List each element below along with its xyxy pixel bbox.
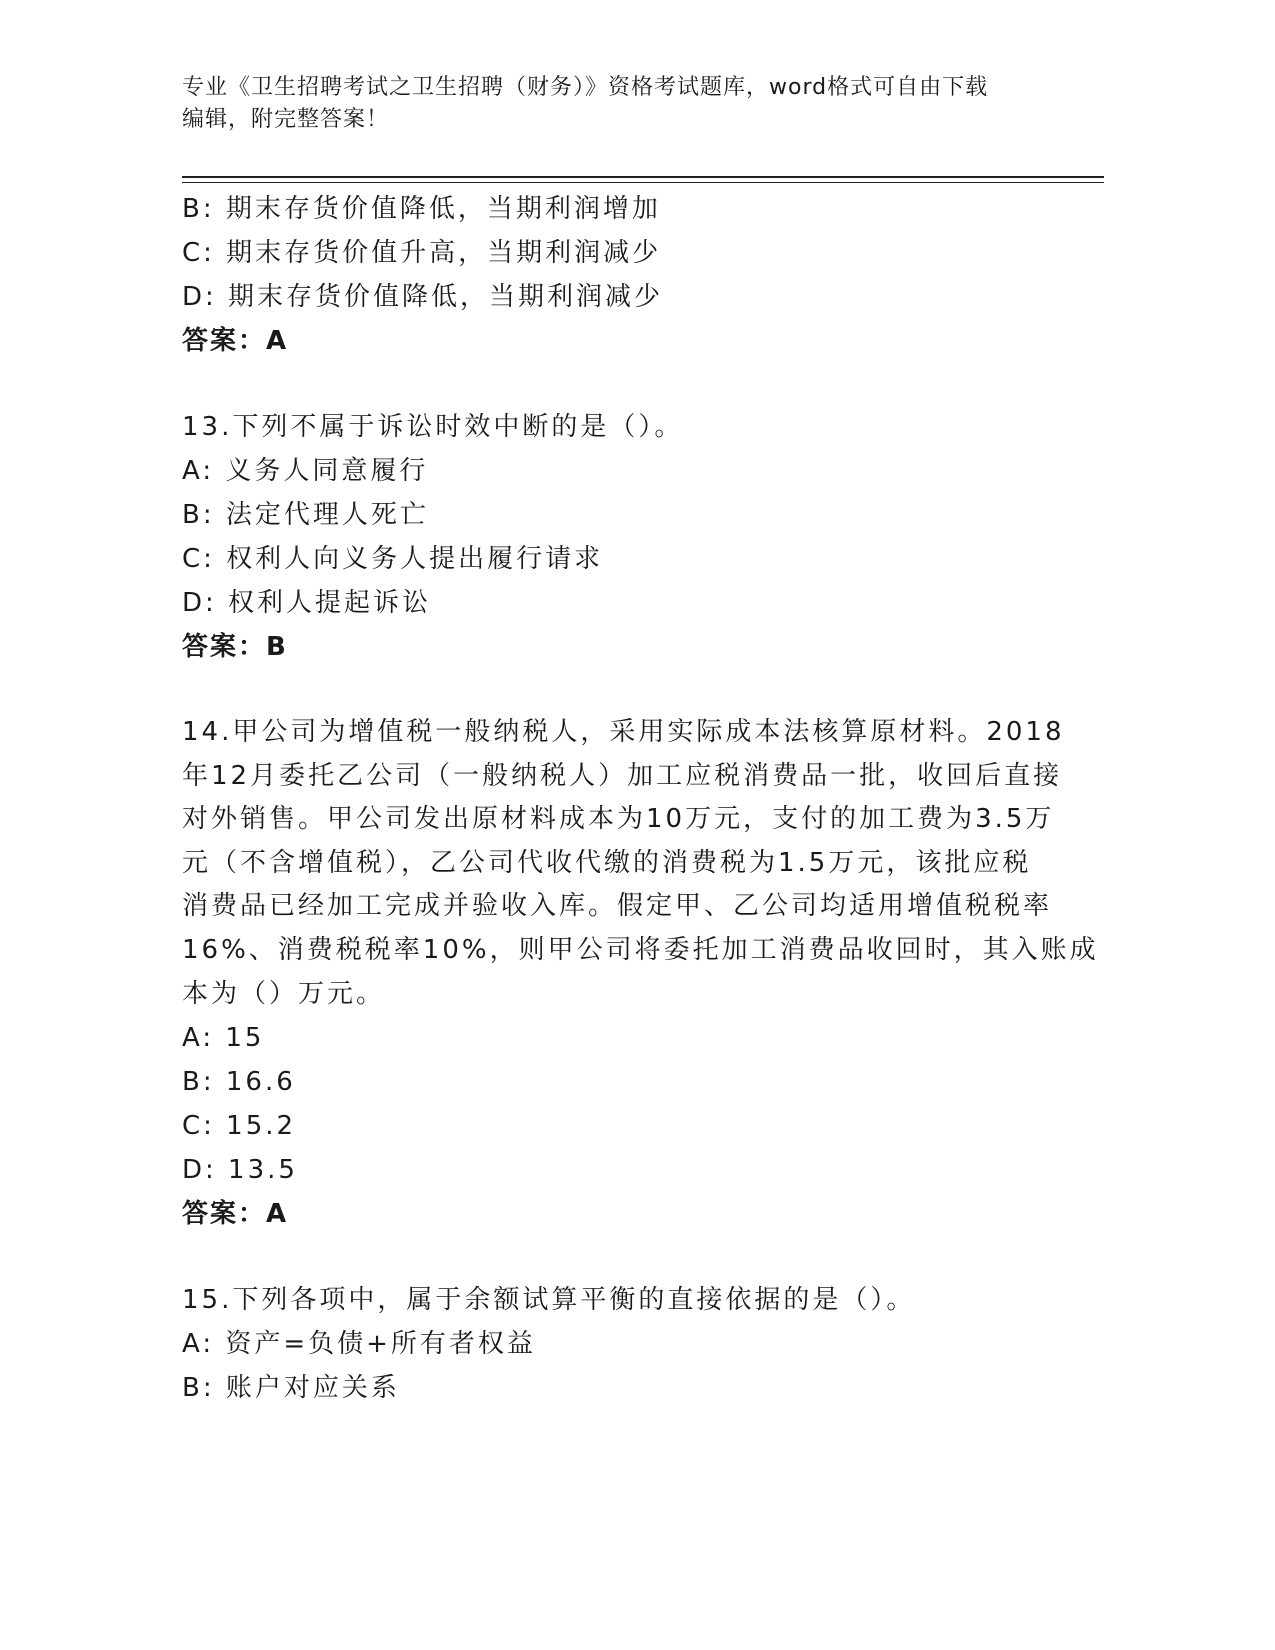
header-title-line-1: 专业《卫生招聘考试之卫生招聘（财务）》资格考试题库，word格式可自由下载 [182,75,989,100]
q14-option-d: D: 13.5 [182,1155,298,1186]
header-divider-thin [182,182,1104,183]
q13-option-d: D: 权利人提起诉讼 [182,588,432,618]
q15-question-text: 15.下列各项中，属于余额试算平衡的直接依据的是（）。 [182,1285,916,1316]
q14-answer: 答案：A [182,1199,289,1230]
q14-question-line: 14.甲公司为增值税一般纳税人，采用实际成本法核算原材料。2018 [182,717,1065,747]
q14-question-line: 对外销售。甲公司发出原材料成本为10万元，支付的加工费为3.5万 [182,804,1055,835]
question-13 [182,405,1042,669]
q12-option-b: B: 期末存货价值降低，当期利润增加 [182,194,661,224]
q12-option-c: C: 期末存货价值升高，当期利润减少 [182,238,662,268]
q14-question-line: 16%、消费税税率10%，则甲公司将委托加工消费品收回时，其入账成 [182,934,1099,965]
q12-answer: 答案：A [182,326,289,356]
q14-option-a: A: 15 [182,1023,265,1054]
question-14 [182,711,1099,1236]
q15-option-a: A: 资产=负债+所有者权益 [182,1329,536,1360]
q14-option-c: C: 15.2 [182,1111,297,1142]
header-divider-thick [182,176,1104,178]
q14-question-line: 年12月委托乙公司（一般纳税人）加工应税消费品一批，收回后直接 [182,760,1063,791]
q13-question-text: 13.下列不属于诉讼时效中断的是（）。 [182,412,684,442]
question-15 [182,1278,1042,1410]
q13-option-c: C: 权利人向义务人提出履行请求 [182,544,604,574]
spacer [182,363,1042,405]
q12-option-d: D: 期末存货价值降低，当期利润减少 [182,282,664,312]
q13-option-b: B: 法定代理人死亡 [182,500,429,530]
q14-question-line: 元（不含增值税），乙公司代收代缴的消费税为1.5万元，该批应税 [182,847,1032,878]
question-list [182,187,1099,1410]
q14-question-line: 本为（）万元。 [182,978,386,1009]
q14-option-b: B: 16.6 [182,1067,296,1098]
header-title-line-2: 编辑，附完整答案！ [182,107,390,132]
q13-answer: 答案：B [182,632,288,662]
document-header [182,72,1062,136]
question-12 [182,187,1042,363]
q14-question-line: 消费品已经加工完成并验收入库。假定甲、乙公司均适用增值税税率 [182,891,1053,922]
q15-option-b: B: 账户对应关系 [182,1373,400,1404]
spacer [182,1236,1042,1278]
q13-option-a: A: 义务人同意履行 [182,456,429,486]
spacer [182,669,1042,711]
